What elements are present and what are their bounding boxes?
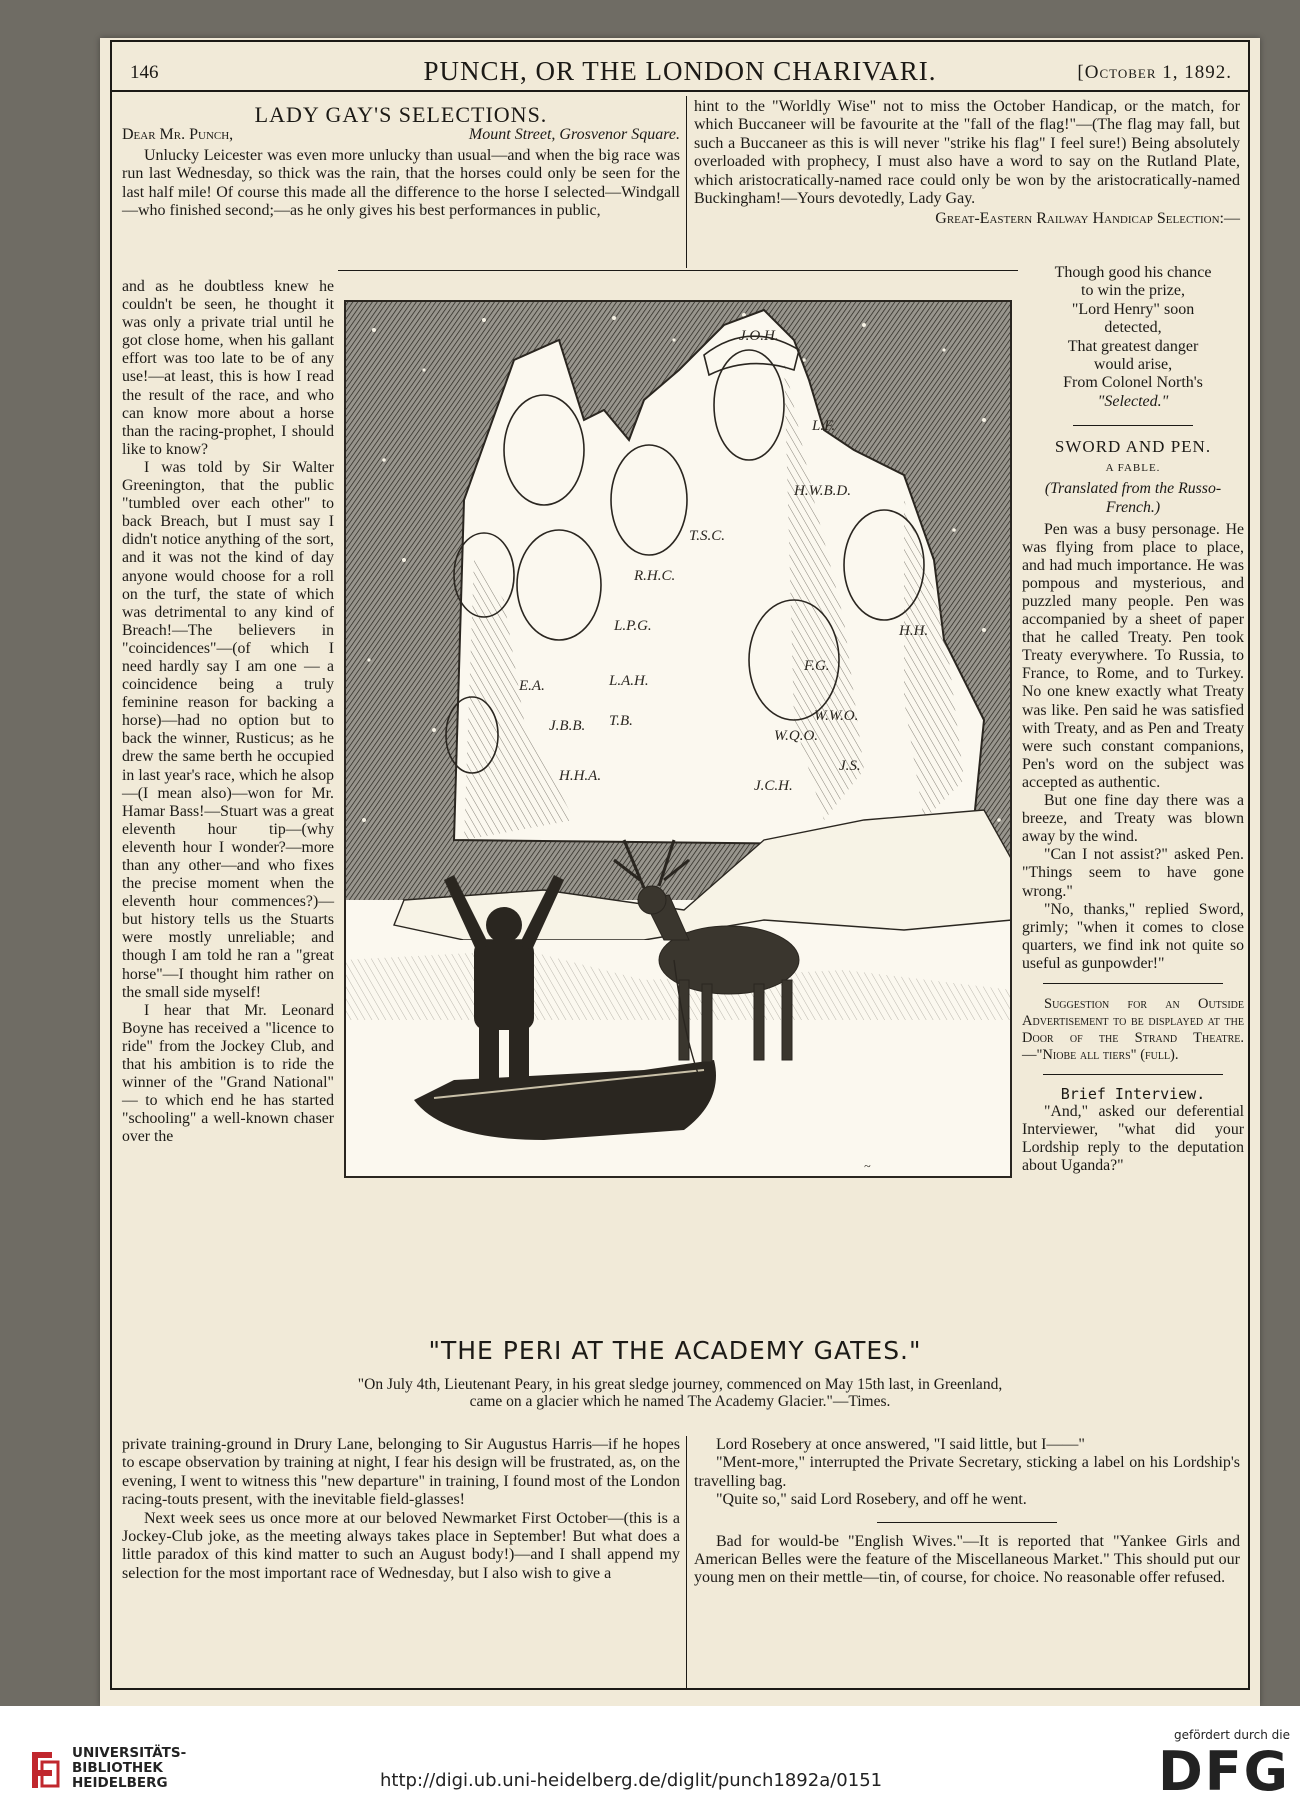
paragraph-1-continued: and as he doubtless knew he couldn't be seen, he thought it was only a private trial until he got close home, when his gallant effort was too late to be of any use!—at least, this is how I read the result of the race, and who can know more about a horse than the racing-prophet, I should like to know? <box>122 278 334 458</box>
funder-note: gefördert durch die <box>1174 1728 1290 1742</box>
digitization-footer <box>0 1706 1300 1811</box>
verse-line: to win the prize, <box>1081 282 1185 300</box>
interview-paragraph-2: Lord Rosebery at once answered, "I said little, but I——" <box>716 1436 1085 1453</box>
selection-verse <box>1022 264 1244 411</box>
paragraph-2: I was told by Sir Walter Greenington, that the public "tumbled over each other" to back Breach, but I must say I didn't notice anything of the sort, and it was not the kind of day anyone would choose for a roll on the turf, the state of which was detrimental to any kind of Breach!—The believers in "coincidences"—(of which I need hardly say I am one — a coincidence being a truly feminine reason for backing a horse)—had no option but to back the winner, Rusticus; as he drew the same berth he occupied in last year's race, which he alsop—(I mean also)—won for Mr. Hamar Bass!—Stuart was a great eleventh hour tip—(why eleventh hour I wonder?—more than any other—and who fixes the precise moment when the eleventh hour commences?)—but history tells us the Stuarts were mostly unreliable; and though I am told he ran a "great horse"—I thought him rather on the small side myself! <box>122 458 334 1001</box>
page-frame-bottom <box>110 1688 1250 1690</box>
header-rule <box>110 90 1250 92</box>
selection-heading: Great-Eastern Railway Handicap Selection:— <box>935 210 1240 228</box>
divider <box>1043 1074 1223 1075</box>
verse-line: detected, <box>1104 319 1162 337</box>
illustration-top-rule <box>338 270 1018 271</box>
svg-text:J.C.H.: J.C.H. <box>754 778 793 794</box>
interview-paragraph-4: "Quite so," said Lord Rosebery, and off he went. <box>716 1491 1027 1509</box>
svg-text:F.G.: F.G. <box>804 658 830 674</box>
fable-paragraph-2: But one fine day there was a breeze, and Treaty was blown away by the wind. <box>1022 792 1244 846</box>
paragraph-1: Unlucky Leicester was even more unlucky than usual—and when the big race was run last Wednesday, so thick was the rain, that the horses could only be seen for the last half mile! Of course this made all the difference to the horse I selected—Windgall—who finished second;—as he only gives his best performances in public, <box>122 146 680 220</box>
verse-line: would arise, <box>1093 356 1173 374</box>
svg-text:L.A.H.: L.A.H. <box>609 673 649 689</box>
article-heading: LADY GAY'S SELECTIONS. <box>254 102 548 127</box>
funder-logo[interactable] <box>1150 1728 1290 1802</box>
permalink[interactable]: http://digi.ub.uni-heidelberg.de/diglit/punch1892a/0151 <box>380 1770 883 1791</box>
running-header <box>110 46 1250 90</box>
library-line: UNIVERSITÄTS- <box>72 1745 187 1761</box>
funder-name: DFG <box>1157 1740 1290 1803</box>
library-emblem-icon <box>30 1750 60 1790</box>
fable-title: SWORD AND PEN. <box>1054 437 1212 457</box>
column-rule-bottom <box>686 1436 687 1688</box>
interview-title: Brief Interview. <box>1060 1084 1206 1103</box>
verse-line: From Colonel North's <box>1063 374 1203 392</box>
svg-text:E.A.: E.A. <box>519 678 545 694</box>
journal-title: PUNCH, OR THE LONDON CHARIVARI. <box>423 56 937 86</box>
interview-paragraph-3: "Ment-more," interrupted the Private Secretary, sticking a label on his Lordship's travelling bag. <box>694 1454 1240 1490</box>
paragraph-4: Next week sees us once more at our beloved Newmarket First October—(this is a Jockey-Club joke, as the meeting always takes place in September! But what does a little paradox of this kind matter to such an August body!)—and I shall append my selection for the most important race of Wednesday, but I also wish to give a <box>122 1509 680 1582</box>
illustration-subcaption: "On July 4th, Lieutenant Peary, in his great sledge journey, commenced on May 15th last, in Greenland, came on a glacier which he named The Academy Glacier."—Times. <box>357 1376 1003 1410</box>
continued-text: hint to the "Worldly Wise" not to miss the October Handicap, or the match, for which Buccaneer will be favourite at the "fall of the flag!"—(The flag may fall, but such a Buccaneer as this is will never "strike his flag" I feel sure!) Being absolutely overloaded with prophecy, I must also have a word to say on the Rutland Plate, which aristocratically-named race could only be won by the aristocratically-named Buckingham!—Yours devotedly, Lady Gay. <box>694 98 1240 208</box>
library-line: HEIDELBERG <box>72 1775 168 1791</box>
svg-text:L.P.G.: L.P.G. <box>614 618 652 634</box>
page-number: 146 <box>130 62 159 83</box>
suggestion-note: Suggestion for an Outside Advertisement to be displayed at the Door of the Strand Theatre.—"Niobe all tiers" (full). <box>1022 995 1244 1063</box>
svg-text:W.W.O.: W.W.O. <box>814 708 859 724</box>
salutation-line <box>122 126 680 144</box>
svg-text:H.W.B.D.: H.W.B.D. <box>794 483 851 499</box>
svg-text:J.B.B.: J.B.B. <box>549 718 586 734</box>
svg-text:J.O.H.: J.O.H. <box>739 328 779 344</box>
page-frame-right <box>1248 40 1250 1690</box>
library-name <box>72 1746 192 1791</box>
svg-text:T.S.C.: T.S.C. <box>689 528 725 544</box>
svg-text:T.B.: T.B. <box>609 713 633 729</box>
paragraph-3: I hear that Mr. Leonard Boyne has received a "licence to ride" from the Jockey Club, and that his ambition is to ride the winner of the "Grand National" — to which end he has started "schooling" a well-known chaser over the <box>122 1001 334 1146</box>
svg-text:H.H.: H.H. <box>899 623 929 639</box>
cartoon-illustration <box>344 300 1012 1178</box>
svg-text:J.S.: J.S. <box>839 758 861 774</box>
library-line: BIBLIOTHEK <box>72 1760 163 1776</box>
paragraph-3-continued: private training-ground in Drury Lane, belonging to Sir Augustus Harris—if he hopes to escape observation by training at night, I fear his design will be frustrated, as, on the evening, I went to witness this "new departure" in training, I found most of the London racing-touts present, with the inevitable field-glasses! <box>122 1436 680 1509</box>
interview-paragraph-1: "And," asked our deferential Interviewer, "what did your Lordship reply to the deputation about Uganda?" <box>1022 1103 1244 1175</box>
fable-paragraph-1: Pen was a busy personage. He was flying from place to place, and had much importance. He was pompous and mysterious, and puzzled many people. Pen was accompanied by a sheet of paper that he called Treaty. Pen took Treaty everywhere. To Russia, to France, to Rome, and to Turkey. No one knew exactly what Treaty was like. Pen said he was satisfied with Treaty, and as Pen and Treaty were such constant companions, Pen's word on the subject was accepted as authentic. <box>1022 520 1244 791</box>
divider <box>877 1522 1057 1523</box>
salutation: Dear Mr. Punch, <box>122 126 234 144</box>
svg-text:L.F.: L.F. <box>812 418 836 434</box>
right-narrow-column <box>1022 264 1244 1175</box>
fable-subtitle: A FABLE. <box>1105 462 1161 475</box>
article-lady-gay-bottom <box>122 1436 680 1583</box>
fable-paragraph-4: "No, thanks," replied Sword, grimly; "when it comes to close quarters, we find ink not quite so useful as gunpowder!" <box>1022 900 1244 972</box>
verse-line: "Lord Henry" soon <box>1071 300 1195 318</box>
svg-text:W.Q.O.: W.Q.O. <box>774 728 819 744</box>
article-lady-gay-continued <box>694 98 1240 229</box>
verse-line: That greatest danger <box>1067 337 1199 355</box>
verse-line: "Selected." <box>1097 392 1169 410</box>
page-frame-top <box>110 40 1250 42</box>
artist-signature: ~ <box>864 1159 871 1173</box>
divider <box>1073 425 1193 426</box>
bad-wives-paragraph: Bad for would-be "English Wives."—It is reported that "Yankee Girls and American Belles were the feature of the Miscellaneous Market." This should put our young men on their mettle—tin, of course, for choice. No reasonable offer refused. <box>694 1532 1240 1587</box>
verse-line: Though good his chance <box>1054 264 1212 281</box>
scanned-page <box>100 38 1260 1706</box>
page-frame-left <box>110 40 112 1690</box>
svg-text:H.H.A.: H.H.A. <box>559 768 602 784</box>
article-lady-gay-narrow <box>122 278 334 1147</box>
issue-date: [October 1, 1892. <box>1077 62 1232 83</box>
column-rule-top <box>686 96 687 268</box>
divider <box>1043 983 1223 984</box>
article-lady-gay-top <box>122 98 680 220</box>
illustration-caption: "THE PERI AT THE ACADEMY GATES." <box>428 1336 922 1365</box>
article-brief-interview-bottom <box>694 1436 1240 1588</box>
address: Mount Street, Grosvenor Square. <box>468 126 680 144</box>
cartoon-drawing <box>344 300 1012 1178</box>
fable-paragraph-3: "Can I not assist?" asked Pen. "Things seem to have gone wrong." <box>1022 846 1244 900</box>
svg-text:R.H.C.: R.H.C. <box>634 568 676 584</box>
fable-translated: (Translated from the Russo-French.) <box>1044 480 1222 516</box>
